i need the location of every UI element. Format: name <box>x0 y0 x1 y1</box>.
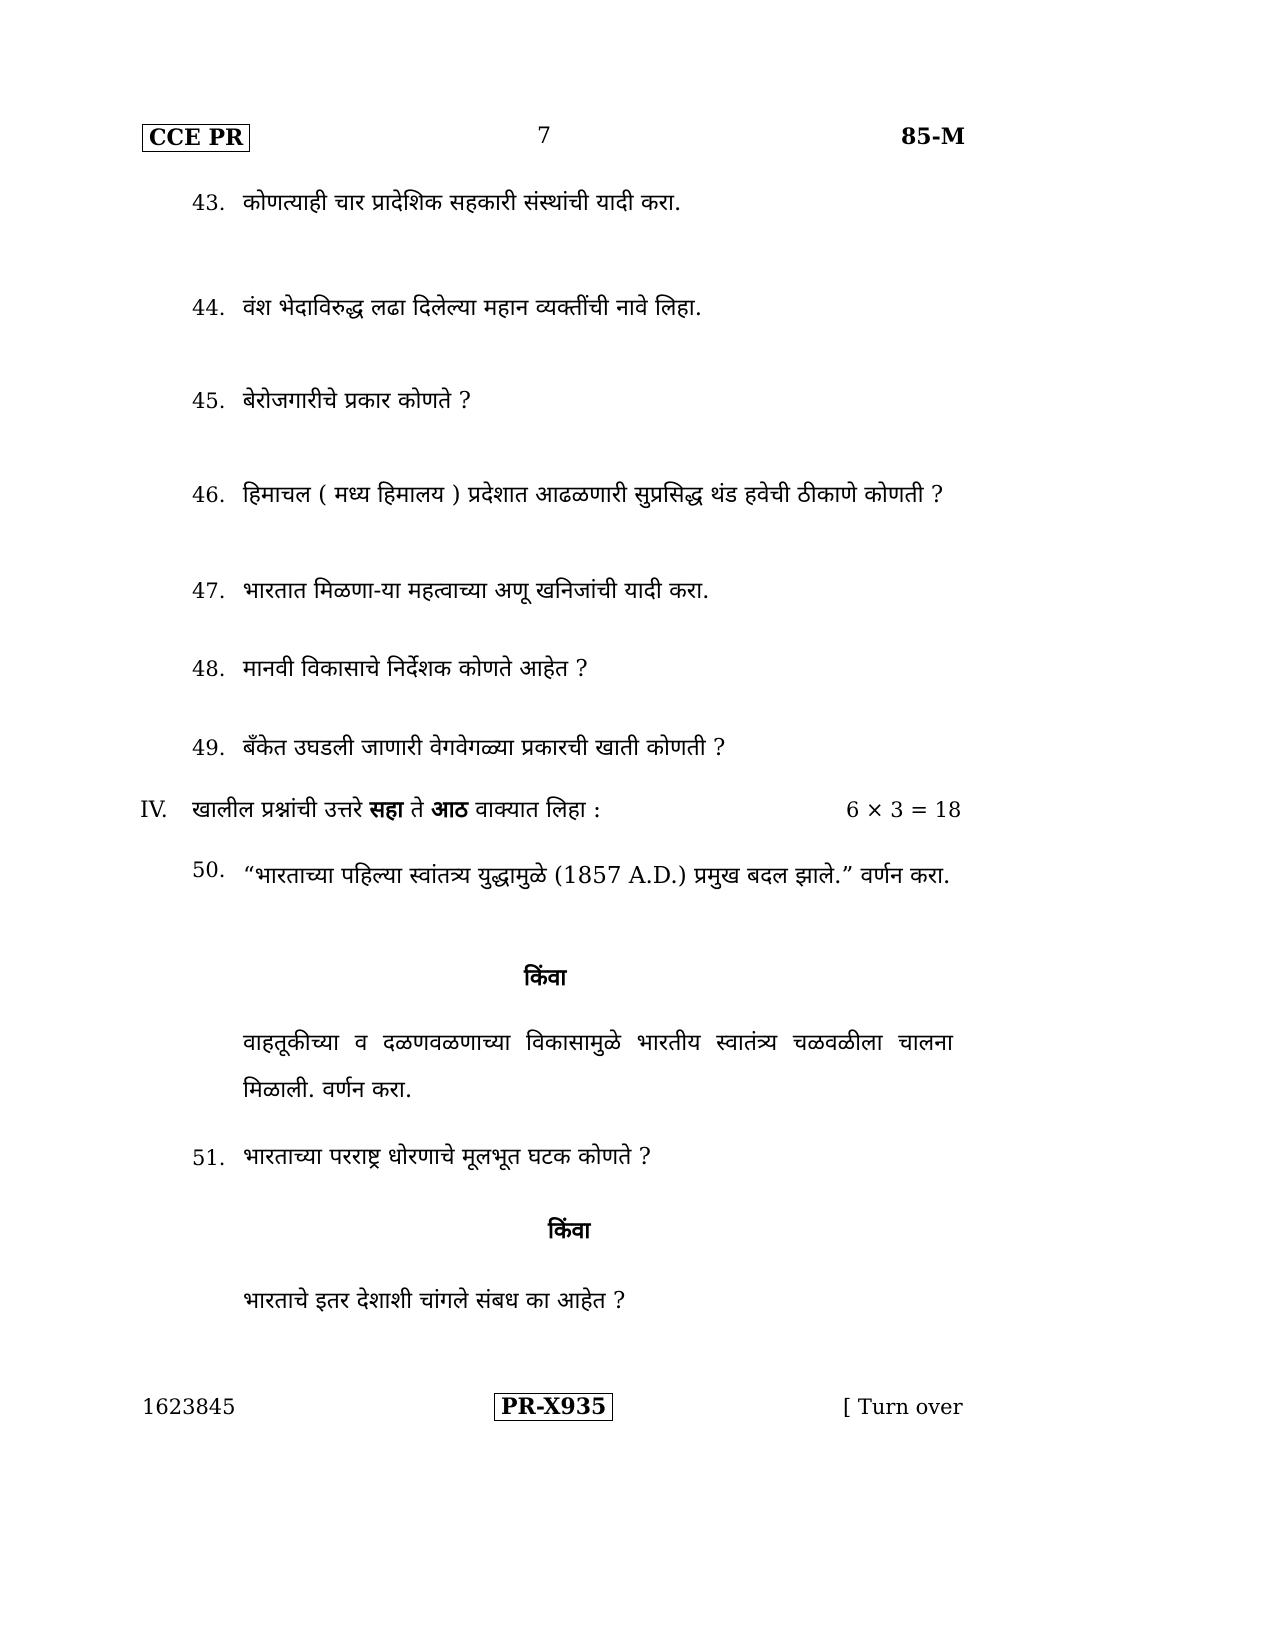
question-number: 49. <box>192 736 226 760</box>
turn-over-label: [ Turn over <box>843 1395 963 1419</box>
footer-serial: 1623845 <box>142 1395 236 1419</box>
question-text: भारतात मिळणा-या महत्वाच्या अणू खनिजांची यादी करा. <box>242 578 710 604</box>
question-text: कोणत्याही चार प्रादेशिक सहकारी संस्थांची यादी करा. <box>242 190 682 216</box>
instruction-bold: आठ <box>431 796 468 823</box>
instruction-text: खालील प्रश्नांची उत्तरे <box>192 797 370 823</box>
paper-code: 85-M <box>901 124 966 150</box>
question-49 <box>192 733 725 763</box>
question-50-alternative: वाहतूकीच्या व दळणवळणाच्या विकासामुळे भारतीय स्वातंत्र्य चळवळीला चालना मिळाली. वर्णन करा. <box>243 1030 953 1103</box>
question-number: 47. <box>192 579 226 603</box>
footer-code-box: PR-X935 <box>494 1393 613 1421</box>
question-51-alternative: भारताचे इतर देशाशी चांगले संबध का आहेत ? <box>243 1288 626 1314</box>
question-47 <box>192 576 709 606</box>
question-number: 43. <box>192 191 226 215</box>
or-label: किंवा <box>524 964 567 991</box>
question-50-number: 50. <box>192 858 226 882</box>
question-text: हिमाचल ( मध्य हिमालय ) प्रदेशात आढळणारी सुप्रसिद्ध थंड हवेची ठीकाणे कोणती ? <box>242 482 944 508</box>
question-number: 45. <box>192 389 226 413</box>
question-text: बेरोजगारीचे प्रकार कोणते ? <box>242 388 471 414</box>
question-number: 48. <box>192 657 226 681</box>
or-label: किंवा <box>548 1217 591 1244</box>
instruction-text: ते <box>403 797 432 823</box>
page-number: 7 <box>537 124 551 149</box>
question-46 <box>192 480 943 510</box>
question-43 <box>192 188 681 218</box>
section-numeral: IV. <box>140 798 168 823</box>
instruction-text: वाक्यात लिहा : <box>467 797 601 823</box>
instruction-bold: सहा <box>369 796 404 823</box>
question-number: 46. <box>192 483 226 507</box>
question-50-text: “भारताच्या पहिल्या स्वांतत्र्य युद्धामुळे (1857 A.D.) प्रमुख बदल झाले.” वर्णन करा. <box>243 863 951 889</box>
header-code-box: CCE PR <box>142 124 250 152</box>
section-marks: 6 × 3 = 18 <box>846 798 962 822</box>
question-48 <box>192 654 588 684</box>
question-text: वंश भेदाविरुद्ध लढा दिलेल्या महान व्यक्तींची नावे लिहा. <box>242 295 703 321</box>
question-51-number: 51. <box>192 1146 226 1170</box>
question-45 <box>192 386 471 416</box>
question-51-text: भारताच्या परराष्ट्र धोरणाचे मूलभूत घटक कोणते ? <box>243 1144 652 1170</box>
question-text: मानवी विकासाचे निर्देशक कोणते आहेत ? <box>242 656 588 682</box>
question-number: 44. <box>192 296 226 320</box>
section-instruction <box>192 795 601 825</box>
question-text: बँकेत उघडली जाणारी वेगवेगळ्या प्रकारची खाती कोणती ? <box>242 735 726 761</box>
question-44 <box>192 293 702 323</box>
